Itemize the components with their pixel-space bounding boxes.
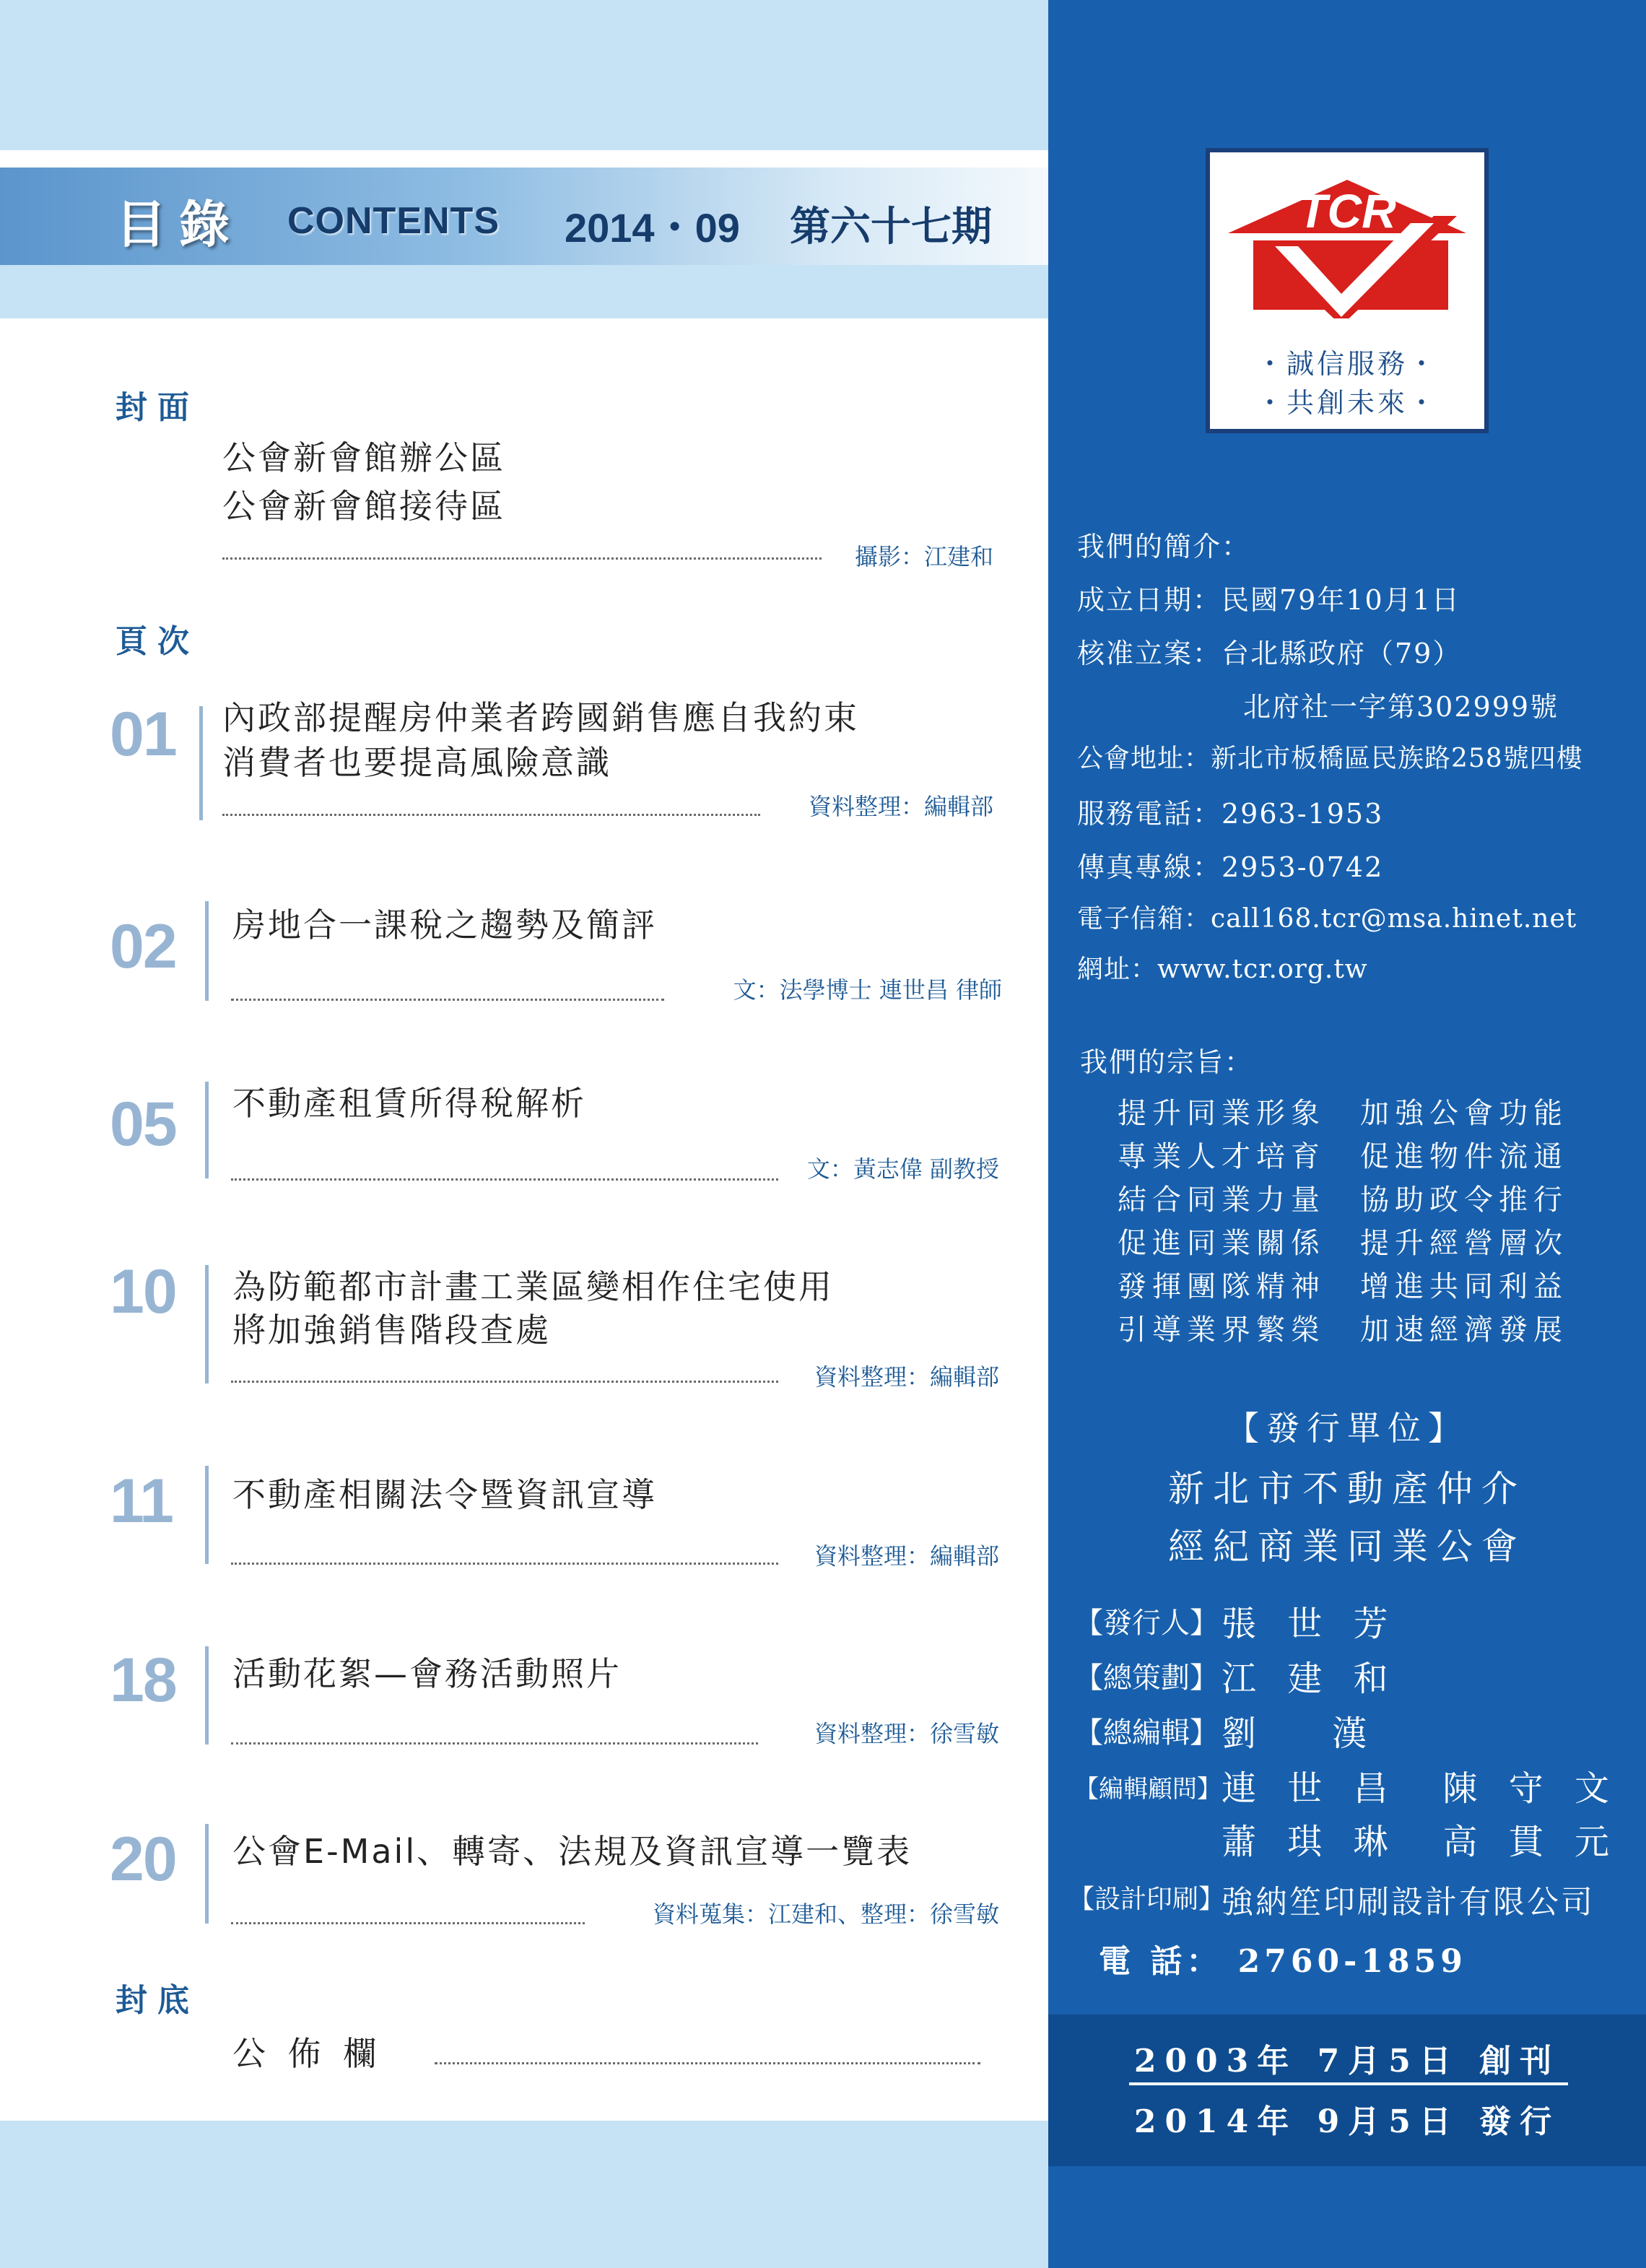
toc-divider (205, 1265, 209, 1383)
toc-entry-title[interactable]: 房地合一課稅之趨勢及簡評 (232, 905, 657, 944)
publisher-name-1: 新北市不動產仲介 (1168, 1468, 1526, 1510)
aim-line: 促進同業關係 提升經營層次 (1118, 1227, 1568, 1260)
intro-heading: 我們的簡介： (1077, 531, 1251, 562)
editor-name: 劉 漢 (1222, 1713, 1377, 1754)
dates-divider (1129, 2082, 1568, 2085)
dot-leader (231, 1563, 778, 1565)
issuer-name: 張 世 芳 (1222, 1604, 1398, 1644)
publisher-heading: 【發行單位】 (1226, 1409, 1468, 1448)
toc-divider (205, 1466, 209, 1564)
aim-line: 發揮團隊精神 增進共同利益 (1118, 1270, 1568, 1303)
printer-phone: 電 話： 2760-1859 (1099, 1943, 1467, 1980)
printer-label: 【設計印刷】 (1068, 1885, 1225, 1914)
logo-text: TCR (1298, 184, 1396, 238)
back-cover-item[interactable]: 公 佈 欄 (232, 2034, 383, 2073)
aim-line: 結合同業力量 協助政令推行 (1118, 1183, 1568, 1217)
top-band (0, 0, 1048, 150)
approval-line-1: 核准立案：台北縣政府（79） (1077, 638, 1462, 669)
toc-entry-credit: 資料蒐集：江建和、整理：徐雪敏 (652, 1900, 999, 1928)
house-check-icon (1217, 174, 1477, 318)
dot-leader (231, 1381, 778, 1383)
toc-entry-credit: 資料整理：徐雪敏 (814, 1720, 999, 1747)
dot-leader (231, 1922, 585, 1924)
advisor-names-1: 連 世 昌 陳 守 文 (1222, 1768, 1620, 1809)
logo-slogan-2: ・共創未來・ (1255, 387, 1438, 419)
tcr-logo (1206, 148, 1489, 433)
fax: 傳真專線：2953-0742 (1077, 851, 1384, 883)
toc-page-number: 02 (110, 912, 176, 981)
toc-entry-credit: 文：法學博士 連世昌 律師 (733, 976, 1002, 1004)
cover-item-1: 公會新會館辦公區 (222, 438, 505, 477)
website[interactable]: 網址：www.tcr.org.tw (1077, 955, 1368, 984)
dot-leader (222, 557, 822, 560)
advisor-names-2: 蕭 琪 琳 高 貫 元 (1222, 1822, 1620, 1862)
toc-entry-title[interactable]: 活動花絮—會務活動照片 (232, 1654, 622, 1693)
toc-page-number: 20 (110, 1825, 176, 1894)
toc-entry-credit: 資料整理：編輯部 (814, 1542, 999, 1570)
email[interactable]: 電子信箱：call168.tcr@msa.hinet.net (1077, 904, 1577, 934)
toc-page-number: 11 (110, 1467, 173, 1536)
publisher-name-2: 經紀商業同業公會 (1168, 1526, 1526, 1568)
advisor-label: 【編輯顧問】 (1074, 1775, 1222, 1804)
toc-page-number: 01 (110, 700, 176, 769)
aims-heading: 我們的宗旨： (1080, 1046, 1254, 1078)
dot-leader (231, 1742, 758, 1745)
page-title: 目錄 (116, 195, 243, 254)
founded-date: 2003年 7月5日 創刊 (1133, 2043, 1561, 2080)
printer-name: 強納笙印刷設計有限公司 (1222, 1884, 1595, 1921)
toc-page-number: 18 (110, 1646, 176, 1715)
toc-entry-credit: 資料整理：編輯部 (814, 1363, 999, 1391)
toc-entry-title[interactable]: 公會E-Mail、轉寄、法規及資訊宣導一覽表 (232, 1832, 913, 1871)
issuer-label: 【發行人】 (1074, 1607, 1219, 1640)
toc-entry-credit: 資料整理：編輯部 (808, 793, 993, 820)
published-date: 2014年 9月5日 發行 (1133, 2103, 1561, 2140)
aim-line: 引導業界繁榮 加速經濟發展 (1118, 1313, 1568, 1347)
phone: 服務電話：2963-1953 (1077, 798, 1384, 830)
issue-date: 2014・09 (565, 205, 740, 251)
toc-divider (205, 1082, 209, 1178)
toc-page-number: 10 (110, 1257, 176, 1326)
planner-label: 【總策劃】 (1074, 1661, 1219, 1695)
issue-number: 第六十七期 (790, 204, 992, 251)
established-date: 成立日期：民國79年10月1日 (1077, 584, 1460, 616)
editor-label: 【總編輯】 (1074, 1716, 1219, 1750)
header-underband (0, 265, 1048, 318)
cover-item-2: 公會新會館接待區 (222, 487, 505, 526)
dot-leader (231, 1178, 778, 1181)
cover-section-label: 封面 (116, 389, 199, 426)
toc-entry-title[interactable]: 內政部提醒房仲業者跨國銷售應自我約束 (222, 698, 859, 737)
cover-credit: 攝影：江建和 (854, 543, 993, 570)
logo-slogan-1: ・誠信服務・ (1255, 348, 1438, 380)
toc-divider (205, 1824, 209, 1924)
contents-label: CONTENTS (287, 200, 500, 242)
dot-leader (231, 999, 664, 1001)
pages-section-label: 頁次 (116, 623, 199, 660)
toc-divider (199, 706, 203, 820)
toc-entry-title-line2[interactable]: 將加強銷售階段查處 (232, 1311, 551, 1350)
aim-line: 專業人才培育 促進物件流通 (1118, 1140, 1568, 1173)
bottom-band (0, 2121, 1048, 2268)
address: 公會地址：新北市板橋區民族路258號四樓 (1077, 744, 1583, 773)
toc-entry-title[interactable]: 不動產相關法令暨資訊宣導 (232, 1475, 657, 1514)
info-column (1048, 0, 1646, 2268)
dot-leader (435, 2062, 980, 2064)
toc-divider (205, 1646, 209, 1745)
toc-divider (205, 901, 209, 1001)
planner-name: 江 建 和 (1222, 1659, 1398, 1699)
back-cover-section-label: 封底 (116, 1982, 199, 2019)
toc-entry-title-line2[interactable]: 消費者也要提高風險意識 (222, 743, 611, 782)
aim-line: 提升同業形象 加強公會功能 (1118, 1097, 1568, 1130)
toc-entry-credit: 文：黃志偉 副教授 (806, 1155, 999, 1183)
toc-entry-title[interactable]: 為防範都市計畫工業區變相作住宅使用 (232, 1267, 834, 1306)
toc-entry-title[interactable]: 不動產租賃所得稅解析 (232, 1084, 586, 1123)
approval-line-2: 北府社一字第302999號 (1243, 691, 1559, 723)
toc-page-number: 05 (110, 1090, 176, 1159)
dot-leader (222, 814, 760, 816)
